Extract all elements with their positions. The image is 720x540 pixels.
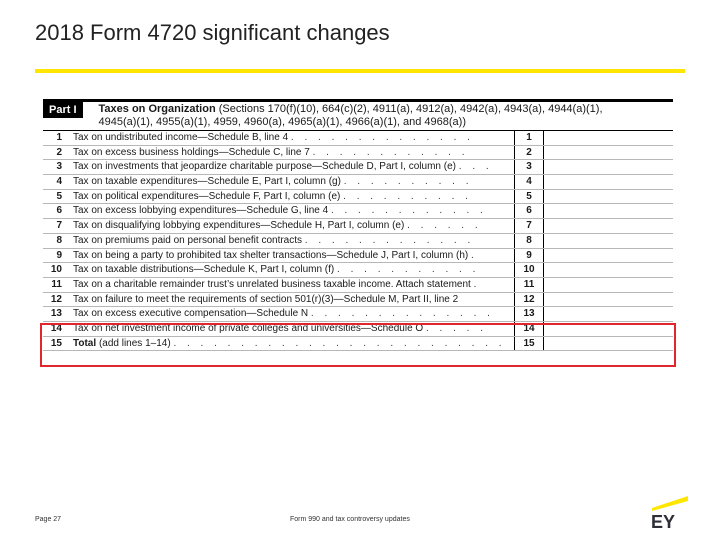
amount-field[interactable] [543,131,673,145]
line-number: 9 [56,249,62,261]
leader-dots: . [473,278,481,290]
form-4720-part-i [43,99,673,351]
form-row [43,131,673,146]
leader-dots: . . . . . . . . . . . . . . . . . . . . . . . . . [173,337,506,349]
line-number: 14 [50,322,62,334]
leader-dots: . . . [458,161,493,173]
line-number: 1 [56,132,62,143]
ey-logo-icon [648,494,688,530]
line-description [70,322,514,336]
form-row [43,278,673,293]
line-description [70,307,514,321]
logo-text: EY [651,512,676,530]
footer-title: Form 990 and tax controversy updates [290,516,410,523]
amount-field[interactable] [543,146,673,160]
amount-field[interactable] [543,293,673,307]
leader-dots: . . . . . . . . . . . [337,264,480,276]
leader-dots: . . . . . . . . . . [343,176,473,188]
form-row-highlighted [43,322,673,337]
line-description [70,293,514,307]
line-box: 5 [514,190,543,204]
amount-field[interactable] [543,219,673,233]
line-description [70,249,514,263]
line-number: 5 [56,190,62,202]
form-row [43,293,673,308]
slide-title: 2018 Form 4720 significant changes [35,20,390,45]
heading-bold: Taxes on Organization [98,103,216,115]
heading-line1: (Sections 170(f)(10), 664(c)(2), 4911(a), 4912(a), 4942(a), 4943(a), 4944(a)(1), [218,103,603,115]
heading-line2: 4945(a)(1), 4955(a)(1), 4959, 4960(a), 4965(a)(1), 4966(a)(1), and 4968(a)) [98,115,466,128]
leader-dots: . . . . . . . . . . [343,190,472,202]
line-text: Tax on undistributed income—Schedule B, line 4 [73,132,289,143]
line-description [70,219,514,233]
leader-dots: . . . . . . . . . . . . . . [310,308,494,320]
line-number: 13 [50,308,62,320]
leader-dots: . [471,249,478,261]
line-text: Tax on taxable expenditures—Schedule E, Part I, column (g) [73,176,341,188]
form-row-highlighted [43,307,673,322]
amount-field[interactable] [543,175,673,189]
line-text: Tax on net investment income of private colleges and universities—Schedule O [73,322,424,334]
line-number: 12 [50,293,62,305]
line-number: 7 [56,220,62,232]
line-text: Tax on a charitable remainder trust’s unrelated business taxable income. Attach statement [73,278,471,290]
line-text: Tax on being a party to prohibited tax shelter transactions—Schedule J, Part I, column (h) [73,249,469,261]
line-text: Tax on premiums paid on personal benefit contracts [73,234,303,246]
line-description [70,278,514,292]
amount-field[interactable] [543,263,673,277]
line-description [70,175,514,189]
amount-field[interactable] [543,249,673,263]
line-description [70,234,514,248]
line-text: Tax on disqualifying lobbying expenditures—Schedule H, Part I, column (e) [73,220,405,232]
form-heading [83,102,603,130]
form-row-total [43,337,673,352]
form-row [43,160,673,175]
line-box: 1 [514,131,543,145]
amount-field[interactable] [543,322,673,336]
form-row [43,190,673,205]
title-accent-rule [35,69,685,73]
line-box: 14 [514,322,543,336]
line-number: 6 [56,205,62,217]
amount-field[interactable] [543,307,673,321]
line-box: 7 [514,219,543,233]
part-label: Part I [43,102,83,118]
line-number: 3 [56,161,62,173]
form-header [43,99,673,131]
line-text: Tax on excess executive compensation—Schedule N [73,308,309,320]
amount-field[interactable] [543,278,673,292]
line-box: 8 [514,234,543,248]
line-number: 11 [51,278,62,290]
line-number: 15 [50,337,62,349]
amount-field[interactable] [543,190,673,204]
form-row [43,234,673,249]
form-rows [43,131,673,351]
line-text: (add lines 1–14) [98,337,171,349]
line-box: 11 [514,278,543,292]
amount-field[interactable] [543,234,673,248]
total-label: Total [73,337,97,349]
line-description [70,190,514,204]
leader-dots: . . . . . . [407,220,482,232]
line-text: Tax on failure to meet the requirements of section 501(r)(3)—Schedule M, Part II, line 2 [73,293,459,305]
line-description [70,146,514,160]
line-number: 8 [56,234,62,246]
footer-page-number: Page 27 [35,516,62,523]
form-row [43,219,673,234]
line-text: Tax on political expenditures—Schedule F, Part I, column (e) [73,190,341,202]
line-box: 9 [514,249,543,263]
form-row [43,146,673,161]
amount-field[interactable] [543,337,673,351]
leader-dots: . . . . . . . . . . . . . [304,234,475,246]
line-box: 10 [514,263,543,277]
leader-dots: . . . . . . . . . . . . . . [290,132,474,143]
amount-field[interactable] [543,204,673,218]
line-box: 12 [514,293,543,307]
line-box: 6 [514,204,543,218]
leader-dots: . . . . . . . . . . . . [312,146,469,158]
line-text: Tax on excess lobbying expenditures—Schedule G, line 4 [73,205,329,217]
line-box: 13 [514,307,543,321]
line-text: Tax on investments that jeopardize charitable purpose—Schedule D, Part I, column (e) [73,161,456,173]
form-row [43,175,673,190]
line-description [70,263,514,277]
line-description [70,337,514,351]
line-box: 2 [514,146,543,160]
leader-dots: . . . . . [425,322,487,334]
line-text: Tax on taxable distributions—Schedule K, Part I, column (f) [73,264,335,276]
line-box: 3 [514,160,543,174]
line-number: 10 [50,264,62,276]
form-row [43,263,673,278]
line-description [70,204,514,218]
line-description [70,131,514,145]
line-description [70,160,514,174]
line-text: Tax on excess business holdings—Schedule C, line 7 [73,146,310,158]
line-number: 4 [56,176,62,188]
form-row [43,204,673,219]
line-box: 4 [514,175,543,189]
line-number: 2 [56,146,62,158]
form-row [43,249,673,264]
line-box: 15 [514,337,543,351]
amount-field[interactable] [543,160,673,174]
leader-dots: . . . . . . . . . . . . [330,205,487,217]
